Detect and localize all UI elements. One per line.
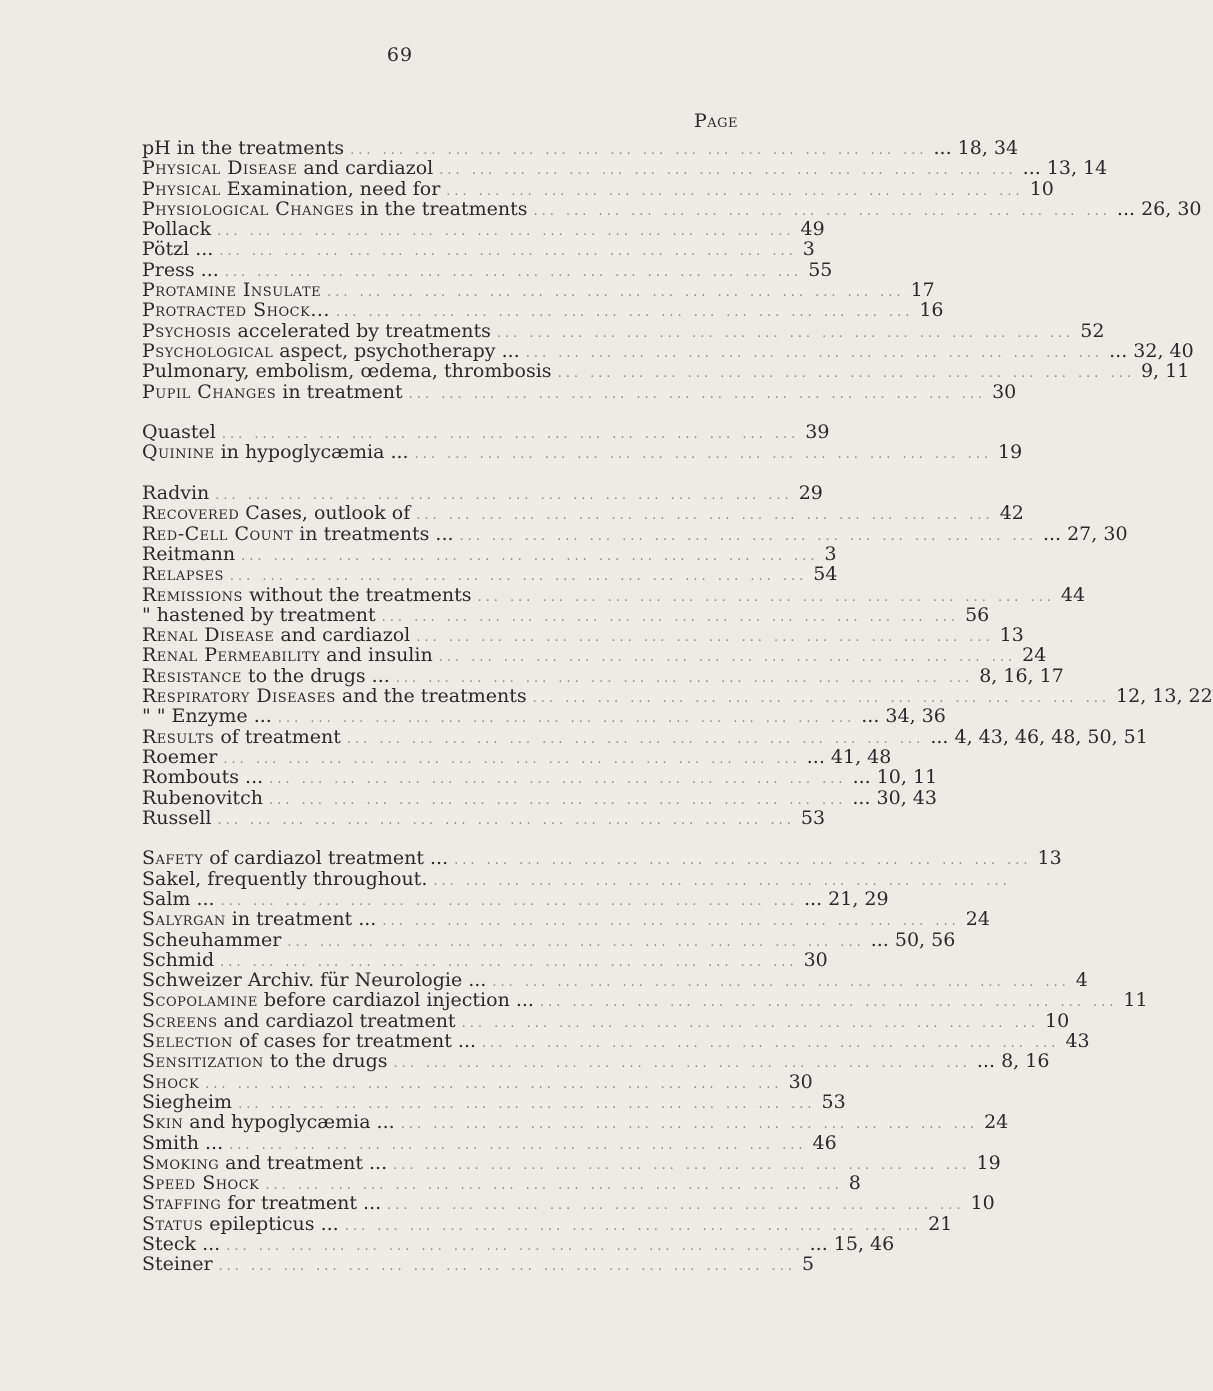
page-column-heading: Page <box>693 110 738 132</box>
index-pages: 9, 11 <box>1140 360 1190 383</box>
index-entry <box>142 360 1190 383</box>
dot-leader <box>410 628 999 648</box>
index-term: Resistance to the drugs ... <box>142 664 390 687</box>
dot-leader <box>491 324 1080 344</box>
index-entry <box>142 1030 1090 1053</box>
index-entry <box>142 299 944 322</box>
index-pages: 10 <box>1029 177 1054 200</box>
headword: Respiratory Diseases <box>142 685 336 708</box>
index-term: " hastened by treatment <box>142 603 376 626</box>
index-term: Radvin <box>142 482 210 505</box>
index-pages: 42 <box>999 502 1024 525</box>
index-pages: 53 <box>800 806 826 829</box>
dot-leader <box>520 344 1109 364</box>
headword: Psychological <box>142 339 274 362</box>
index-entry <box>142 502 1024 525</box>
index-entry <box>142 563 838 586</box>
index-entry <box>142 137 1019 159</box>
headword: Psychosis <box>142 319 232 342</box>
index-pages: 55 <box>808 258 833 281</box>
index-term: Salyrgan in treatment ... <box>142 908 377 931</box>
dot-leader <box>427 872 1016 892</box>
index-term: Press ... <box>142 258 219 281</box>
index-pages: 54 <box>813 563 838 586</box>
dot-leader <box>388 1054 977 1074</box>
index-pages: 10 <box>1044 1009 1070 1032</box>
headword: Speed Shock <box>142 1172 260 1195</box>
index-term: Renal Permeability and insulin <box>142 644 433 667</box>
index-term: Staffing for treatment ... <box>142 1192 382 1215</box>
dot-leader <box>376 608 965 628</box>
headword: Remissions <box>142 583 243 606</box>
group-gap <box>142 828 738 848</box>
dot-leader <box>456 1014 1045 1034</box>
index-term: Safety of cardiazol treatment ... <box>142 847 449 870</box>
index-entry <box>142 1131 837 1154</box>
index-term: Pötzl ... <box>142 238 214 261</box>
index-entry <box>142 177 1054 200</box>
dot-leader <box>433 161 1022 181</box>
headword: Safety <box>142 847 204 870</box>
index-entry <box>142 786 937 809</box>
dot-leader <box>217 750 806 770</box>
index-term: Psychological aspect, psychotherapy ... <box>142 339 520 362</box>
index-pages: ... 27, 30 <box>1042 522 1128 545</box>
index-entry <box>142 624 1024 647</box>
index-entry <box>142 869 738 889</box>
index-entry <box>142 1009 1070 1032</box>
headword: Status <box>142 1212 204 1235</box>
index-pages: 24 <box>965 908 990 931</box>
index-pages: ... 30, 43 <box>852 786 937 809</box>
index-entry <box>142 603 990 626</box>
index-entry <box>142 908 990 931</box>
index-entry <box>142 1070 813 1093</box>
headword: Protracted Shock... <box>142 299 330 322</box>
index-term: Rombouts ... <box>142 766 264 789</box>
index-entry <box>142 238 815 261</box>
index-term: Roemer <box>142 745 218 768</box>
index-pages: 19 <box>976 1151 1001 1174</box>
index-term: Steiner <box>142 1253 213 1276</box>
index-pages: 10 <box>970 1192 995 1215</box>
headword: Shock <box>142 1070 200 1093</box>
dot-leader <box>527 689 1116 709</box>
headword: Results <box>142 725 215 748</box>
index-pages: 49 <box>800 218 825 241</box>
index-term: Smith ... <box>142 1131 224 1154</box>
index-entry <box>142 928 956 951</box>
index-term: Salm ... <box>142 887 215 910</box>
index-term: Red-Cell Count in treatments ... <box>142 522 454 545</box>
index-entry <box>142 1111 1009 1134</box>
headword: Relapses <box>142 563 224 586</box>
index-entry <box>142 1253 815 1276</box>
index-term: Renal Disease and cardiazol <box>142 624 411 647</box>
index-term: Sakel, frequently throughout. <box>142 867 428 890</box>
index-pages: 8 <box>848 1172 861 1195</box>
index-pages: 52 <box>1080 319 1105 342</box>
index-pages: ... 34, 36 <box>861 705 946 728</box>
index-pages: 30 <box>803 948 828 971</box>
headword: Renal Permeability <box>142 644 321 667</box>
headword: Renal Disease <box>142 624 275 647</box>
index-pages: 46 <box>812 1131 837 1154</box>
dot-leader <box>220 1237 809 1257</box>
index-term: Results of treatment <box>142 725 341 748</box>
dot-leader <box>263 770 852 790</box>
index-term: Psychosis accelerated by treatments <box>142 319 491 342</box>
dot-leader <box>381 1196 970 1216</box>
index-entry <box>142 1090 846 1113</box>
index-term: Rubenovitch <box>142 786 263 809</box>
index-pages: 21 <box>928 1212 953 1235</box>
index-entry <box>142 948 828 971</box>
dot-leader <box>486 973 1075 993</box>
index-entry <box>142 197 1202 220</box>
index-pages: 12, 13, 22 <box>1116 685 1213 708</box>
index-entry <box>142 1172 861 1195</box>
index-entry <box>142 1151 1001 1174</box>
index-term: Russell <box>142 806 212 829</box>
index-entry <box>142 380 1017 403</box>
headword: Physical Disease <box>142 157 298 180</box>
headword: Pupil Changes <box>142 380 277 403</box>
index-term: Smoking and treatment ... <box>142 1151 388 1174</box>
index-term: Selection of cases for treatment ... <box>142 1030 477 1053</box>
index-term: Respiratory Diseases and the treatments <box>142 685 527 708</box>
index-pages: 5 <box>801 1253 815 1276</box>
headword: Red-Cell Count <box>142 522 294 545</box>
index-entry <box>142 664 1064 687</box>
index-pages: 44 <box>1060 583 1086 606</box>
headword: Resistance <box>142 664 242 687</box>
dot-leader <box>211 811 800 831</box>
index-pages: ... 4, 43, 46, 48, 50, 51 <box>930 725 1148 748</box>
index-pages: 24 <box>1022 644 1047 667</box>
index-entry <box>142 766 938 789</box>
index-entry <box>142 218 825 241</box>
index-pages: 4 <box>1075 969 1088 992</box>
index-entry <box>142 806 826 829</box>
index-entry <box>142 542 837 565</box>
index-entry <box>142 887 889 910</box>
headword: Smoking <box>142 1151 220 1174</box>
index-term <box>142 280 321 300</box>
dot-leader <box>263 791 852 811</box>
headword: Quinine <box>142 441 215 464</box>
index-entry <box>142 157 1108 180</box>
index-term <box>142 1072 199 1092</box>
index-term: Status epilepticus ... <box>142 1212 339 1235</box>
index-pages: ... 26, 30 <box>1116 197 1202 220</box>
index-pages: ... 13, 14 <box>1022 157 1108 180</box>
index-pages: 19 <box>997 441 1023 464</box>
index-pages: 24 <box>984 1111 1009 1134</box>
index-term: pH in the treatments <box>142 137 345 159</box>
index-pages: 30 <box>992 380 1017 403</box>
index-term: Reitmann <box>142 542 236 565</box>
index-pages: 29 <box>798 482 823 505</box>
headword: Physiological Changes <box>142 197 355 220</box>
headword: Scopolamine <box>142 989 258 1012</box>
headword: Salyrgan <box>142 908 226 931</box>
index-entry <box>142 705 946 728</box>
index-list <box>142 137 1213 1276</box>
dot-leader <box>433 648 1022 668</box>
index-term: Pupil Changes in treatment <box>142 380 403 403</box>
index-pages: 39 <box>805 421 830 444</box>
dot-leader <box>410 506 999 526</box>
index-term: Sensitization to the drugs <box>142 1050 388 1073</box>
index-term: Physical Disease and cardiazol <box>142 157 434 180</box>
index-pages: 30 <box>788 1070 813 1093</box>
headword: Recovered <box>142 502 240 525</box>
index-entry <box>142 339 1194 362</box>
index-entry <box>142 685 1213 708</box>
index-term: Physical Examination, need for <box>142 177 441 200</box>
index-pages: ... 10, 11 <box>852 766 938 789</box>
index-term <box>142 564 224 584</box>
dot-leader <box>552 364 1141 384</box>
index-term: Physiological Changes in the treatments <box>142 197 528 220</box>
index-pages: ... 18, 34 <box>933 137 1019 159</box>
index-pages: ... 15, 46 <box>809 1233 895 1256</box>
dot-leader <box>395 1115 984 1135</box>
index-entry <box>142 725 1148 748</box>
headword: Screens <box>142 1009 218 1032</box>
index-term: Screens and cardiazol treatment <box>142 1009 456 1032</box>
dot-leader <box>440 182 1029 202</box>
dot-leader <box>403 385 992 405</box>
index-entry <box>142 1212 953 1235</box>
index-entry <box>142 1192 995 1215</box>
index-pages: 56 <box>965 603 990 626</box>
group-gap <box>142 463 738 483</box>
dot-leader <box>235 547 824 567</box>
dot-leader <box>448 851 1037 871</box>
index-pages: ... 32, 40 <box>1109 339 1194 362</box>
index-entry <box>142 319 1105 342</box>
index-pages: ... 21, 29 <box>804 887 889 910</box>
index-pages: 17 <box>910 279 935 302</box>
index-entry <box>142 258 833 281</box>
index-term <box>142 300 330 320</box>
index-term: Scheuhammer <box>142 928 282 951</box>
index-term: Pollack <box>142 218 212 241</box>
index-pages: 13 <box>1037 847 1062 870</box>
index-entry <box>142 482 823 505</box>
index-term: Steck ... <box>142 1233 221 1256</box>
group-gap <box>142 402 738 422</box>
index-entry <box>142 1233 895 1256</box>
headword: Selection <box>142 1030 233 1053</box>
headword: Sensitization <box>142 1050 264 1073</box>
index-term: Siegheim <box>142 1090 233 1113</box>
index-pages: 43 <box>1065 1030 1090 1053</box>
dot-leader <box>281 933 870 953</box>
index-entry <box>142 522 1128 545</box>
index-term: " " Enzyme ... <box>142 705 272 728</box>
dot-leader <box>211 222 800 242</box>
index-term: Recovered Cases, outlook of <box>142 502 411 525</box>
index-term: Remissions without the treatments <box>142 583 472 606</box>
index-pages: ... 8, 16 <box>976 1050 1050 1073</box>
index-pages: 16 <box>919 299 944 322</box>
index-entry <box>142 847 1062 870</box>
dot-leader <box>213 1257 802 1277</box>
index-term <box>142 1173 259 1193</box>
dot-leader <box>213 242 802 262</box>
index-pages: 13 <box>999 624 1024 647</box>
index-pages: 53 <box>821 1090 846 1113</box>
headword: Protamine Insulate <box>142 279 322 302</box>
dot-leader <box>534 993 1123 1013</box>
index-pages: ... 50, 56 <box>870 928 956 951</box>
index-term: Schweizer Archiv. für Neurologie ... <box>142 969 487 992</box>
dot-leader <box>409 445 998 465</box>
page-number: 69 <box>386 44 414 66</box>
dot-leader <box>321 283 910 303</box>
index-entry <box>142 583 1086 606</box>
index-pages: 3 <box>802 238 815 261</box>
index-entry <box>142 644 1047 667</box>
index-pages: ... 41, 48 <box>806 745 892 768</box>
headword: Physical <box>142 177 221 200</box>
index-entry <box>142 279 935 302</box>
index-entry <box>142 745 892 768</box>
dot-leader <box>387 1156 976 1176</box>
index-entry <box>142 441 1023 464</box>
index-pages: 3 <box>824 542 837 565</box>
index-term: Quastel <box>142 421 216 444</box>
headword: Staffing <box>142 1192 222 1215</box>
index-term: Scopolamine before cardiazol injection ... <box>142 989 534 1012</box>
index-entry <box>142 989 1148 1012</box>
index-pages: 8, 16, 17 <box>979 664 1064 687</box>
index-term: Quinine in hypoglycæmia ... <box>142 441 409 464</box>
headword: Skin <box>142 1111 184 1134</box>
dot-leader <box>272 709 861 729</box>
index-entry <box>142 1050 1050 1073</box>
index-term: Pulmonary, embolism, œdema, thrombosis <box>142 360 552 383</box>
dot-leader <box>199 1075 788 1095</box>
index-entry <box>142 969 1088 992</box>
index-term: Schmid <box>142 948 215 971</box>
dot-leader <box>454 527 1043 547</box>
index-pages: 11 <box>1123 989 1148 1012</box>
index-term: Skin and hypoglycæmia ... <box>142 1111 395 1134</box>
index-entry <box>142 421 830 444</box>
